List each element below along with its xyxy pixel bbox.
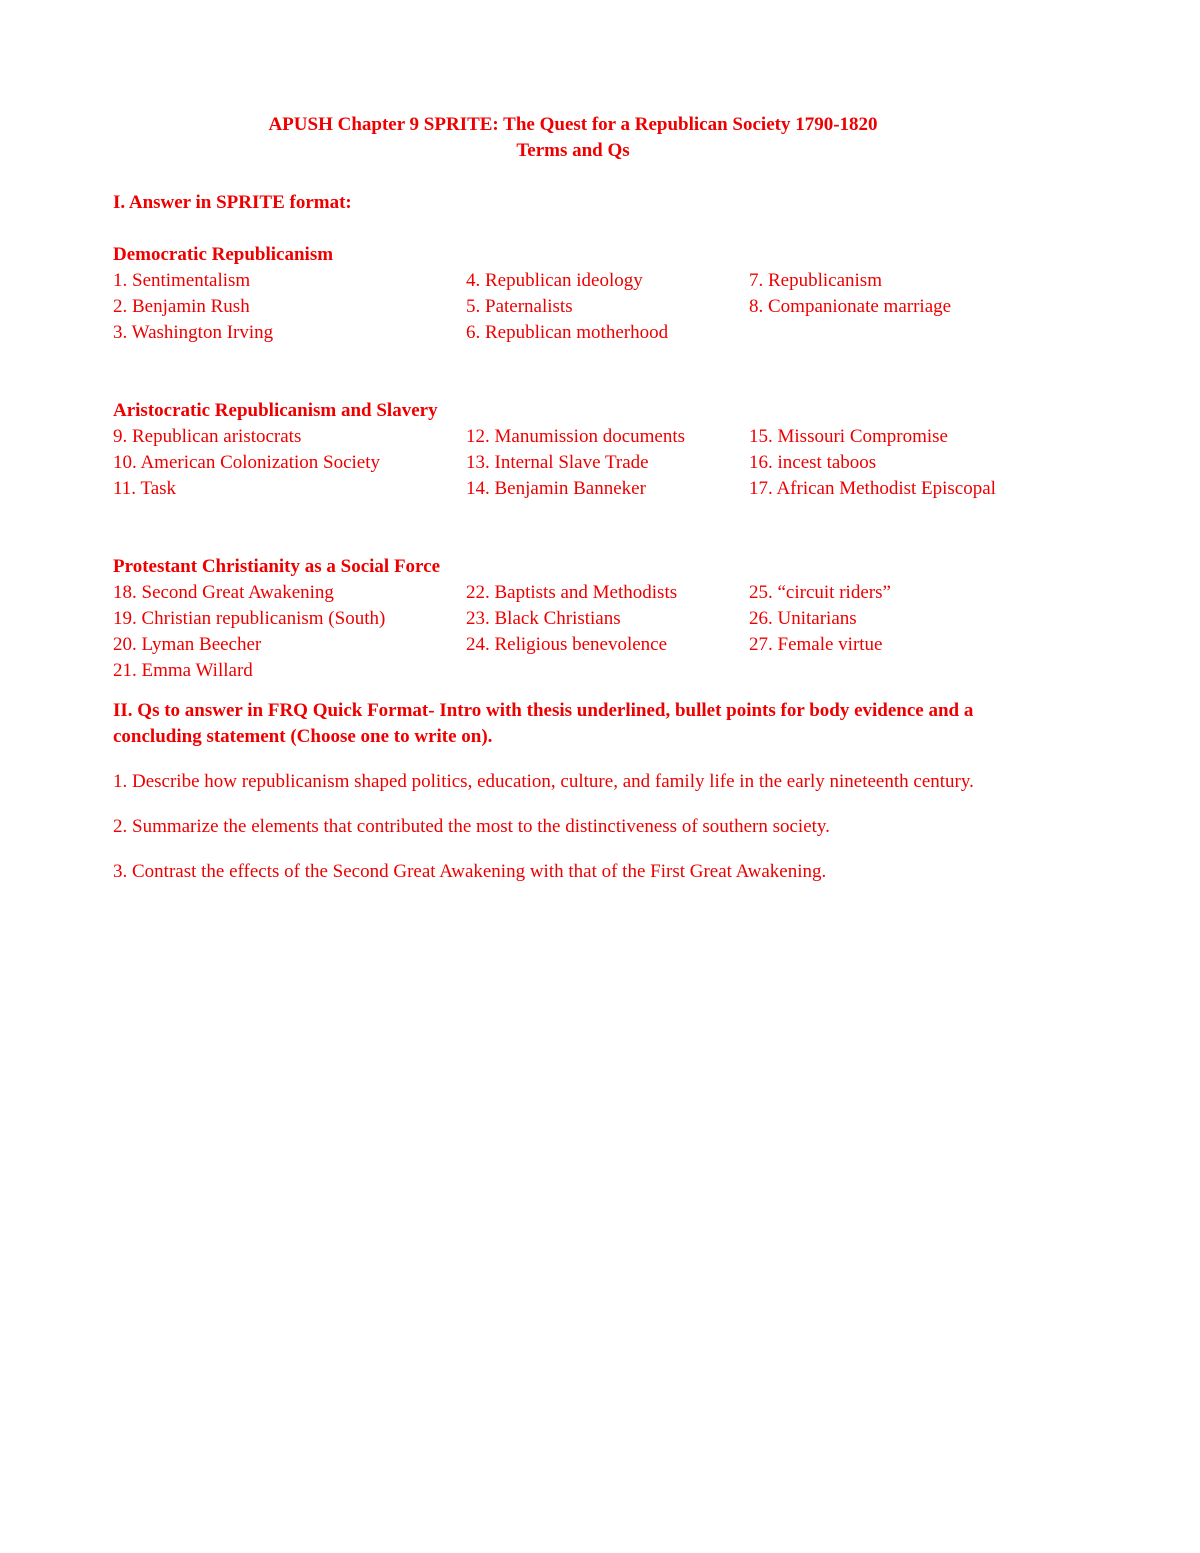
term-grid (113, 580, 1033, 684)
group-heading: Protestant Christianity as a Social Force (113, 556, 441, 577)
section-2-heading-line-2: concluding statement (Choose one to write on). (113, 726, 493, 747)
term-item (749, 320, 1019, 346)
term-item: 4. Republican ideology (466, 270, 643, 291)
document-page (113, 112, 1033, 885)
term-item: 10. American Colonization Society (113, 452, 381, 473)
title-line-1: APUSH Chapter 9 SPRITE: The Quest for a Republican Society 1790-1820 (268, 114, 878, 135)
term-item: 24. Religious benevolence (466, 634, 668, 655)
term-item: 5. Paternalists (466, 296, 573, 317)
term-grid (113, 424, 1033, 502)
term-item: 9. Republican aristocrats (113, 426, 302, 447)
term-item: 14. Benjamin Banneker (466, 478, 646, 499)
section-2-heading-line-1: II. Qs to answer in FRQ Quick Format- Intro with thesis underlined, bullet points for body evidence and a (113, 700, 974, 721)
term-item: 16. incest taboos (749, 452, 877, 473)
term-item: 20. Lyman Beecher (113, 634, 262, 655)
term-item: 3. Washington Irving (113, 322, 274, 343)
term-item (749, 658, 1019, 684)
term-item: 1. Sentimentalism (113, 270, 251, 291)
term-item: 7. Republicanism (749, 270, 882, 291)
term-item: 15. Missouri Compromise (749, 426, 948, 447)
term-item: 22. Baptists and Methodists (466, 582, 678, 603)
question-1: 1. Describe how republicanism shaped politics, education, culture, and family life in the early nineteenth century. (113, 771, 974, 792)
term-item: 12. Manumission documents (466, 426, 686, 447)
group-heading: Democratic Republicanism (113, 244, 334, 265)
term-item: 21. Emma Willard (113, 660, 253, 681)
term-item: 26. Unitarians (749, 608, 857, 629)
section-1-heading: I. Answer in SPRITE format: (113, 192, 352, 213)
title-line-2: Terms and Qs (516, 140, 630, 161)
term-item: 13. Internal Slave Trade (466, 452, 649, 473)
term-item: 11. Task (113, 478, 177, 499)
term-item: 8. Companionate marriage (749, 296, 952, 317)
question-3: 3. Contrast the effects of the Second Great Awakening with that of the First Great Awakening. (113, 861, 827, 882)
term-group-democratic-republicanism (113, 242, 1033, 346)
term-grid (113, 268, 1033, 346)
term-item: 18. Second Great Awakening (113, 582, 334, 603)
question-2: 2. Summarize the elements that contributed the most to the distinctiveness of southern society. (113, 816, 830, 837)
term-group-protestant-christianity (113, 554, 1033, 684)
term-item: 27. Female virtue (749, 634, 883, 655)
term-item: 25. “circuit riders” (749, 582, 891, 603)
term-item (466, 658, 749, 684)
term-item: 19. Christian republicanism (South) (113, 608, 386, 629)
term-item: 23. Black Christians (466, 608, 621, 629)
term-item: 2. Benjamin Rush (113, 296, 250, 317)
term-item: 17. African Methodist Episcopal (749, 478, 996, 499)
term-group-aristocratic-republicanism (113, 398, 1033, 502)
group-heading: Aristocratic Republicanism and Slavery (113, 400, 438, 421)
term-item: 6. Republican motherhood (466, 322, 669, 343)
